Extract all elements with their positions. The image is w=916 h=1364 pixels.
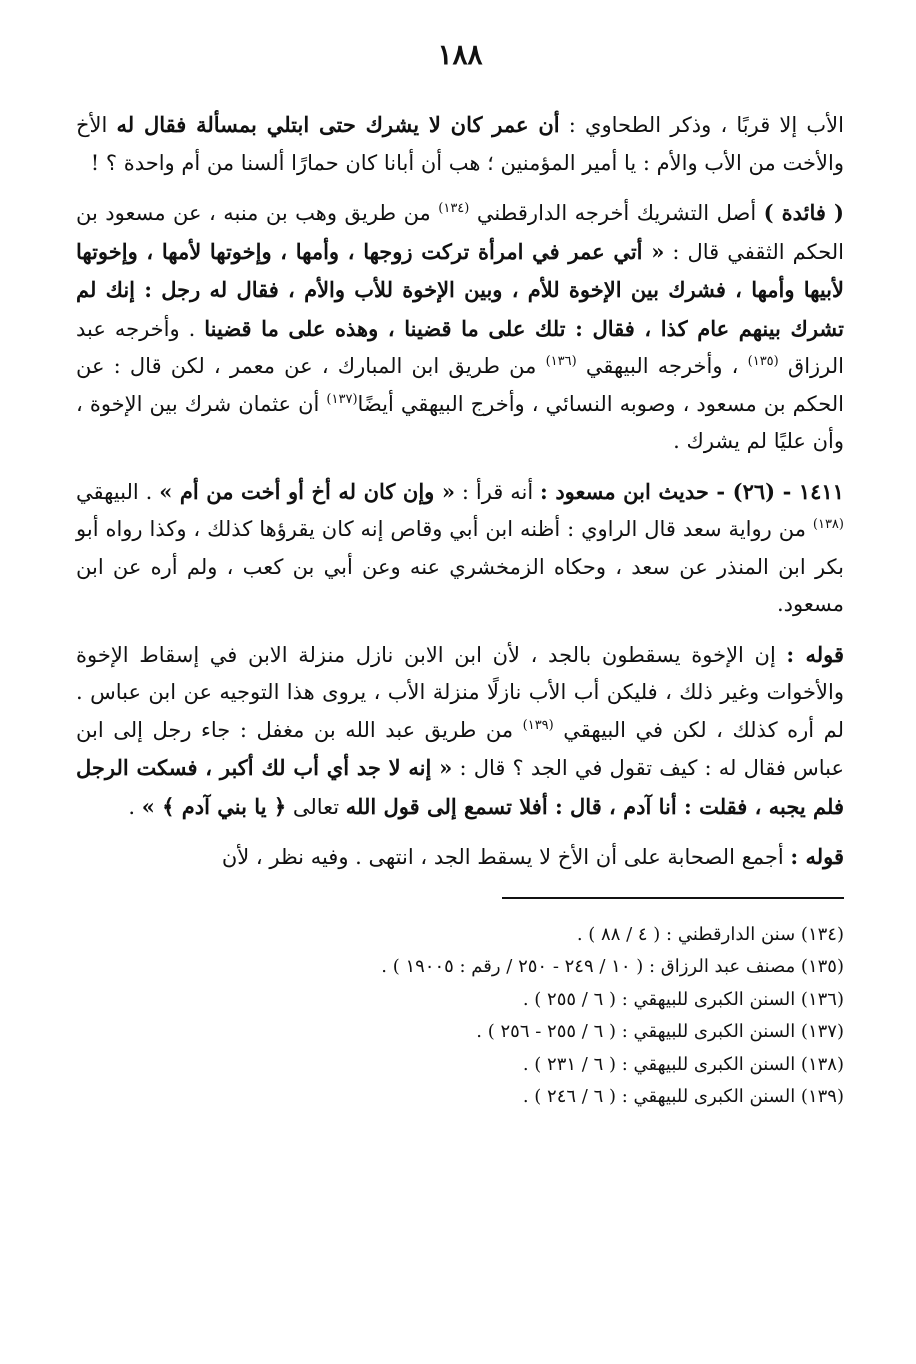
footnote-reference: (١٣٦) (545, 354, 577, 369)
footnote-reference: (١٣٤) (438, 201, 470, 216)
paragraph-faida (76, 194, 844, 461)
page-number: ١٨٨ (437, 38, 483, 71)
text-run: . البيهقي (76, 479, 160, 504)
footnote-reference: (١٣٥) (747, 354, 779, 369)
footnote-reference: (١٣٩) (522, 717, 554, 733)
text-run: من طريق ابن المبارك ، عن معمر ، لكن قال : عن الحكم بن مسعود ، وصوبه النسائي ، وأخرج البيهقي أيضًا (76, 354, 845, 416)
paragraph-hadith-1411 (76, 473, 844, 624)
footnote-reference: (١٣٨) (812, 517, 844, 532)
footnote-139: (١٣٩) السنن الكبرى للبيهقي : ( ٦ / ٢٤٦ ) . (522, 1086, 844, 1107)
footnote-reference: (١٣٧) (326, 391, 358, 407)
paragraph-qawluhu-ijma (76, 838, 844, 877)
bold-text-run: أن عمر كان لا يشرك حتى ابتلي بمسألة فقال له (116, 112, 560, 137)
bold-text-run: قوله : (786, 641, 844, 667)
text-run: من رواية سعد قال الراوي : أظنه ابن أبي وقاص إنه كان يقرؤها كذلك ، وكذا رواه أبو بكر ابن المنذر عن سعد ، وحكاه الزمخشري عنه وعن أبي بن كعب ، ولم أره عن ابن مسعود. (76, 517, 844, 616)
text-run: أجمع الصحابة على أن الأخ لا يسقط الجد ، انتهى . وفيه نظر ، لأن (221, 845, 791, 869)
footnote-135: (١٣٥) مصنف عبد الرزاق : ( ١٠ / ٢٤٩ - ٢٥٠ / رقم : ١٩٠٠٥ ) . (381, 956, 844, 977)
body-text (76, 106, 844, 877)
text-run: ، وأخرجه البيهقي (576, 354, 748, 378)
footnotes (76, 919, 844, 1114)
paragraph-tahawi (76, 106, 844, 182)
text-run: . (128, 794, 142, 819)
bold-text-run: « إنه لا جد أي أب لك أكبر ، فسكت الرجل فلم يجبه ، فقلت : أنا آدم ، قال : أفلا تسمع إلى قول الله (76, 755, 844, 819)
text-run: أن عثمان شرك بين الإخوة ، وأن عليًا لم يشرك . (76, 391, 844, 453)
bold-text-run: ﴿ يا بني آدم ﴾ » (141, 793, 287, 819)
footnote-136: (١٣٦) السنن الكبرى للبيهقي : ( ٦ / ٢٥٥ ) . (522, 988, 844, 1010)
text-run: من طريق وهب بن منبه ، عن مسعود بن الحكم الثقفي قال : (76, 201, 844, 264)
bold-text-run: ١٤١١ - (٢٦) - حديث ابن مسعود : (540, 478, 844, 504)
text-run: أنه قرأ : (454, 479, 541, 504)
text-run: الأخ والأخت من الأب والأم : يا أمير المؤمنين ؛ هب أن أبانا كان حمارًا ألسنا من أم واحدة ؟ ! (76, 113, 844, 175)
text-run: من طريق عبد الله بن مغفل : جاء رجل إلى ابن عباس فقال له : كيف تقول في الجد ؟ قال : (76, 717, 844, 780)
paragraph-qawluhu-ikhwa (76, 636, 844, 827)
footnote-separator-wrap (76, 897, 844, 899)
bold-text-run: قوله : (790, 844, 844, 869)
footnote-138: (١٣٨) السنن الكبرى للبيهقي : ( ٦ / ٢٣١ ) . (522, 1053, 844, 1075)
footnote-134: (١٣٤) سنن الدارقطني : ( ٤ / ٨٨ ) . (576, 923, 844, 945)
text-run: أصل التشريك أخرجه الدارقطني (469, 201, 764, 225)
bold-text-run: « أتي عمر في امرأة تركت زوجها ، وأمها ، وإخوتها لأمها ، وإخوتها لأبيها وأمها ، فشرك بين الإخوة للأم ، وبين الإخوة للأب والأم ، فقال له رجل : إنك لم تشرك بينهم عام كذا ، فقال : تلك على ما قضينا ، وهذه على ما قضينا (76, 238, 844, 341)
text-run: الأب إلا قربًا ، وذكر الطحاوي : (559, 113, 844, 137)
text-run: تعالى (286, 794, 346, 819)
bold-text-run: ( فائدة ) (763, 200, 844, 225)
footnote-separator (502, 897, 844, 899)
footnote-137: (١٣٧) السنن الكبرى للبيهقي : ( ٦ / ٢٥٥ - ٢٥٦ ) . (476, 1021, 844, 1042)
text-run: . وأخرجه عبد الرزاق (76, 316, 845, 378)
bold-text-run: « وإن كان له أخ أو أخت من أم » (159, 478, 455, 504)
text-run: إن الإخوة يسقطون بالجد ، لأن ابن الابن نازل منزلة الابن في إسقاط الإخوة والأخوات وغير ذلك ، فليكن أب الأب نازلًا منزلة الأب ، يروى هذا التوجيه عن ابن عباس . لم أره كذلك ، لكن في البيهقي (76, 642, 844, 742)
